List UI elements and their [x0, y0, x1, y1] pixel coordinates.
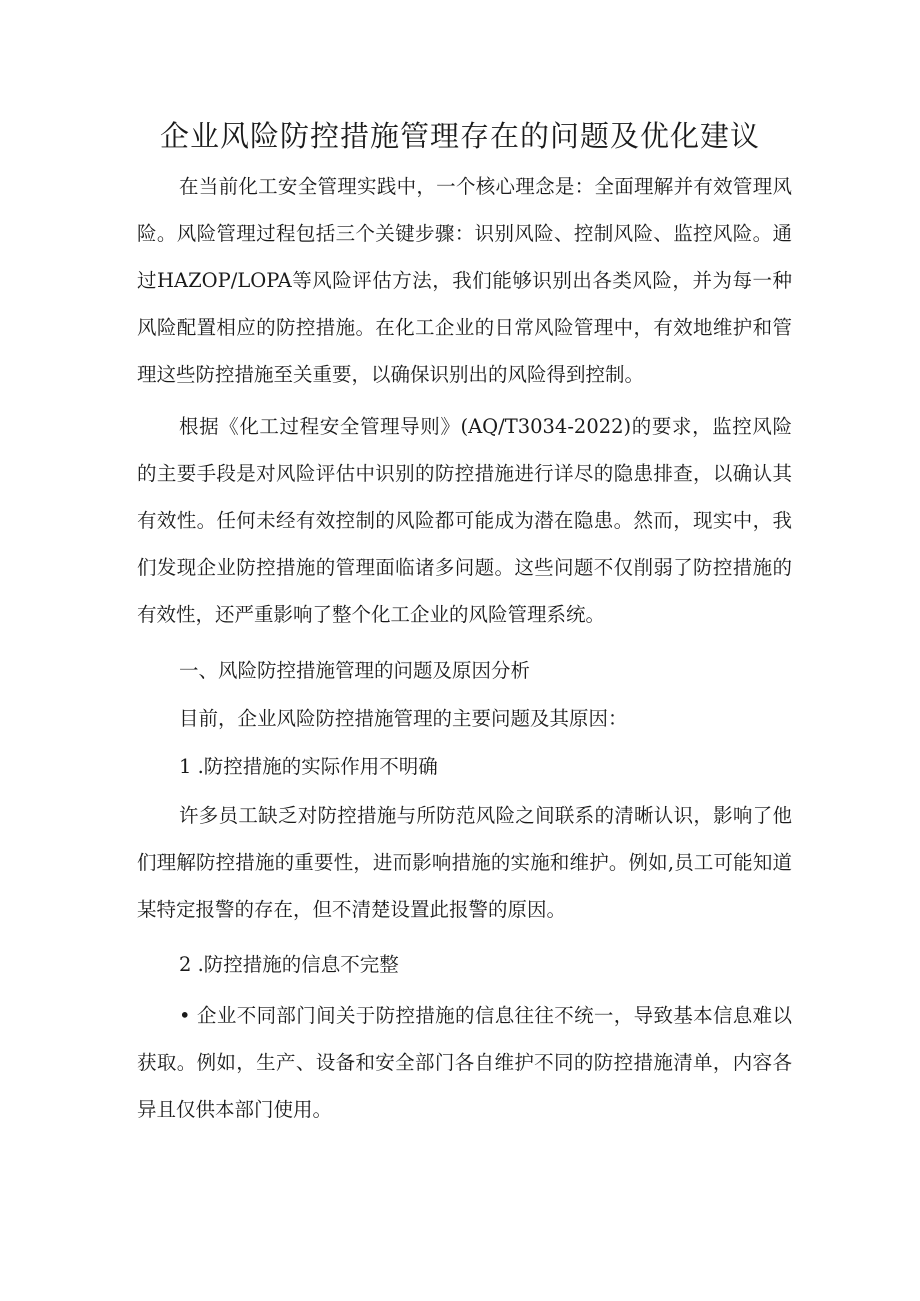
- paragraph-guideline: 根据《化工过程安全管理导则》(AQ/T3034-2022)的要求，监控风险的主要手段是对风险评估中识别的防控措施进行详尽的隐患排查，以确认其有效性。任何未经有效控制的风险都可能成为潜在隐患。然而，现实中，我们发现企业防控措施的管理面临诸多问题。这些问题不仅削弱了防控措施的有效性，还严重影响了整个化工企业的风险管理系统。: [137, 415, 792, 626]
- bullet-paragraph: • 企业不同部门间关于防控措施的信息往往不统一，导致基本信息难以获取。例如，生产、设备和安全部门各自维护不同的防控措施清单，内容各异且仅供本部门使用。: [137, 1004, 792, 1121]
- item-heading-1: 1 .防控措施的实际作用不明确: [179, 755, 438, 778]
- section-heading-1: 一、风险防控措施管理的问题及原因分析: [179, 659, 531, 682]
- item-body-1: 许多员工缺乏对防控措施与所防范风险之间联系的清晰认识，影响了他们理解防控措施的重要性，进而影响措施的实施和维护。例如,员工可能知道某特定报警的存在，但不清楚设置此报警的原因。: [137, 804, 792, 921]
- paragraph-intro: 在当前化工安全管理实践中，一个核心理念是：全面理解并有效管理风险。风险管理过程包括三个关键步骤：识别风险、控制风险、监控风险。通过HAZOP/LOPA等风险评估方法，我们能够识别出各类风险，并为每一种风险配置相应的防控措施。在化工企业的日常风险管理中，有效地维护和管理这些防控措施至关重要，以确保识别出的风险得到控制。: [137, 175, 792, 386]
- item-heading-2: 2 .防控措施的信息不完整: [179, 953, 399, 976]
- document-title: 企业风险防控措施管理存在的问题及优化建议: [159, 119, 760, 153]
- section-intro: 目前，企业风险防控措施管理的主要问题及其原因：: [179, 707, 628, 730]
